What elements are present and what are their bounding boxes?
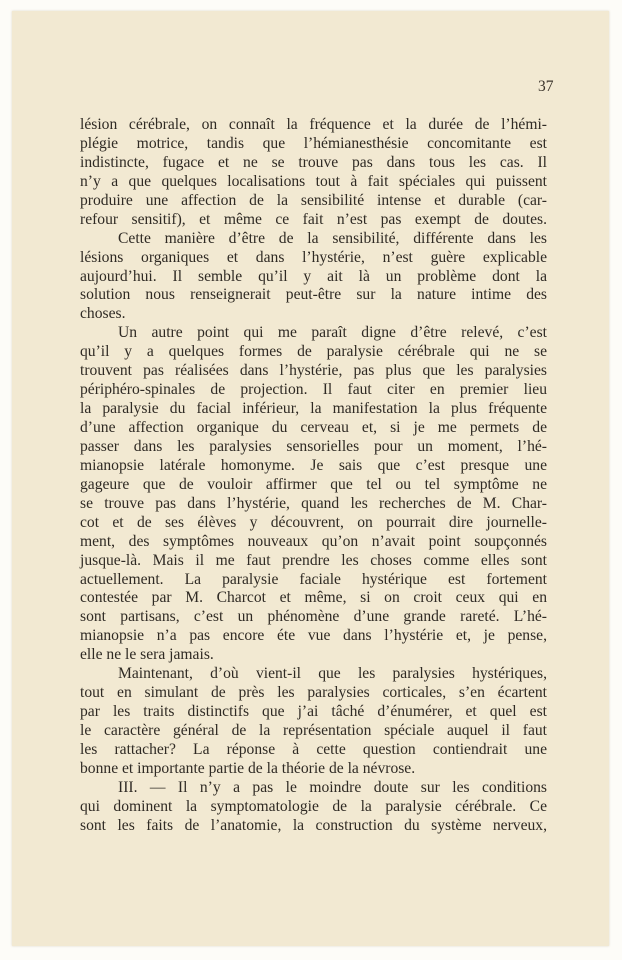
text-line: refour sensitif), et même ce fait n’est pas exempt de doutes. [80, 210, 547, 228]
text-line: mianopsie latérale homonyme. Je sais que c’est presque une [80, 456, 547, 474]
text-line: se trouve pas dans l’hystérie, quand les recherches de M. Char- [80, 494, 547, 512]
text-line: mianopsie n’a pas encore éte vue dans l’hystérie et, je pense, [80, 627, 547, 645]
book-page [12, 11, 609, 946]
text-line: trouvent pas réalisées dans l’hystérie, pas plus que les paralysies [80, 362, 547, 380]
text-line: cot et de ses élèves y découvrent, on pourrait dire journelle- [80, 513, 547, 531]
paragraph [80, 116, 547, 230]
text-line: qui dominent la symptomatologie de la paralysie cérébrale. Ce [80, 797, 547, 815]
text-line: n’y a que quelques localisations tout à fait spéciales qui puissent [80, 172, 547, 190]
text-line: la paralysie du facial inférieur, la manifestation la plus fréquente [80, 400, 547, 418]
text-line: d’une affection organique du cerveau et, si je me permets de [80, 419, 547, 436]
text-line: tout en simulant de près les paralysies corticales, s’en écartent [80, 684, 547, 702]
page-number: 37 [538, 78, 554, 95]
text-line: sont partisans, c’est un phénomène d’une grande rareté. L’hé- [80, 608, 547, 626]
paragraph [80, 665, 547, 779]
text-line: choses. [80, 305, 126, 323]
text-line: contestée par M. Charcot et même, si on croit ceux qui en [80, 589, 547, 607]
text-line: gageure que de vouloir affirmer que tel ou tel symptôme ne [80, 475, 547, 493]
text-line: jusque-là. Mais il me faut prendre les choses comme elles sont [80, 551, 547, 569]
text-line: actuellement. La paralysie faciale hystérique est fortement [80, 570, 547, 588]
text-line: III. — Il n’y a pas le moindre doute sur les conditions [118, 778, 547, 796]
text-line: périphéro-spinales de projection. Il faut citer en premier lieu [80, 381, 547, 399]
text-line: qu’il y a quelques formes de paralysie cérébrale qui ne se [80, 343, 547, 361]
paragraph [80, 324, 547, 665]
text-line: produire une affection de la sensibilité intense et durable (car- [80, 191, 547, 209]
text-line: passer dans les paralysies sensorielles pour un moment, l’hé- [80, 437, 547, 455]
text-line: plégie motrice, tandis que l’hémianesthésie concomitante est [80, 134, 547, 152]
text-line: les rattacher? La réponse à cette question contiendrait une [80, 740, 547, 758]
paragraph [80, 230, 547, 325]
text-line: le caractère général de la représentation spéciale auquel il faut [80, 722, 547, 739]
text-line: Un autre point qui me paraît digne d’être relevé, c’est [118, 324, 547, 342]
text-line: aujourd’hui. Il semble qu’il y ait là un problème dont la [80, 267, 547, 285]
text-line: indistincte, fugace et ne se trouve pas dans tous les cas. Il [80, 153, 547, 171]
text-line: elle ne le sera jamais. [80, 646, 214, 664]
text-line: lésion cérébrale, on connaît la fréquence et la durée de l’hémi- [80, 116, 547, 133]
text-line: ment, des symptômes nouveaux qu’on n’avait point soupçonnés [80, 532, 547, 550]
text-line: Cette manière d’être de la sensibilité, différente dans les [118, 229, 547, 247]
text-line: sont les faits de l’anatomie, la construction du système nerveux, [80, 816, 547, 834]
text-line: solution nous renseignerait peut-être sur la nature intime des [80, 286, 547, 304]
text-line: Maintenant, d’où vient-il que les paralysies hystériques, [118, 665, 547, 683]
text-line: par les traits distinctifs que j’ai tâché d’énumérer, et quel est [80, 703, 547, 721]
body-text [80, 116, 547, 836]
paragraph [80, 779, 547, 836]
text-line: lésions organiques et dans l’hystérie, n’est guère explicable [80, 248, 547, 266]
text-line: bonne et importante partie de la théorie de la névrose. [80, 759, 416, 777]
